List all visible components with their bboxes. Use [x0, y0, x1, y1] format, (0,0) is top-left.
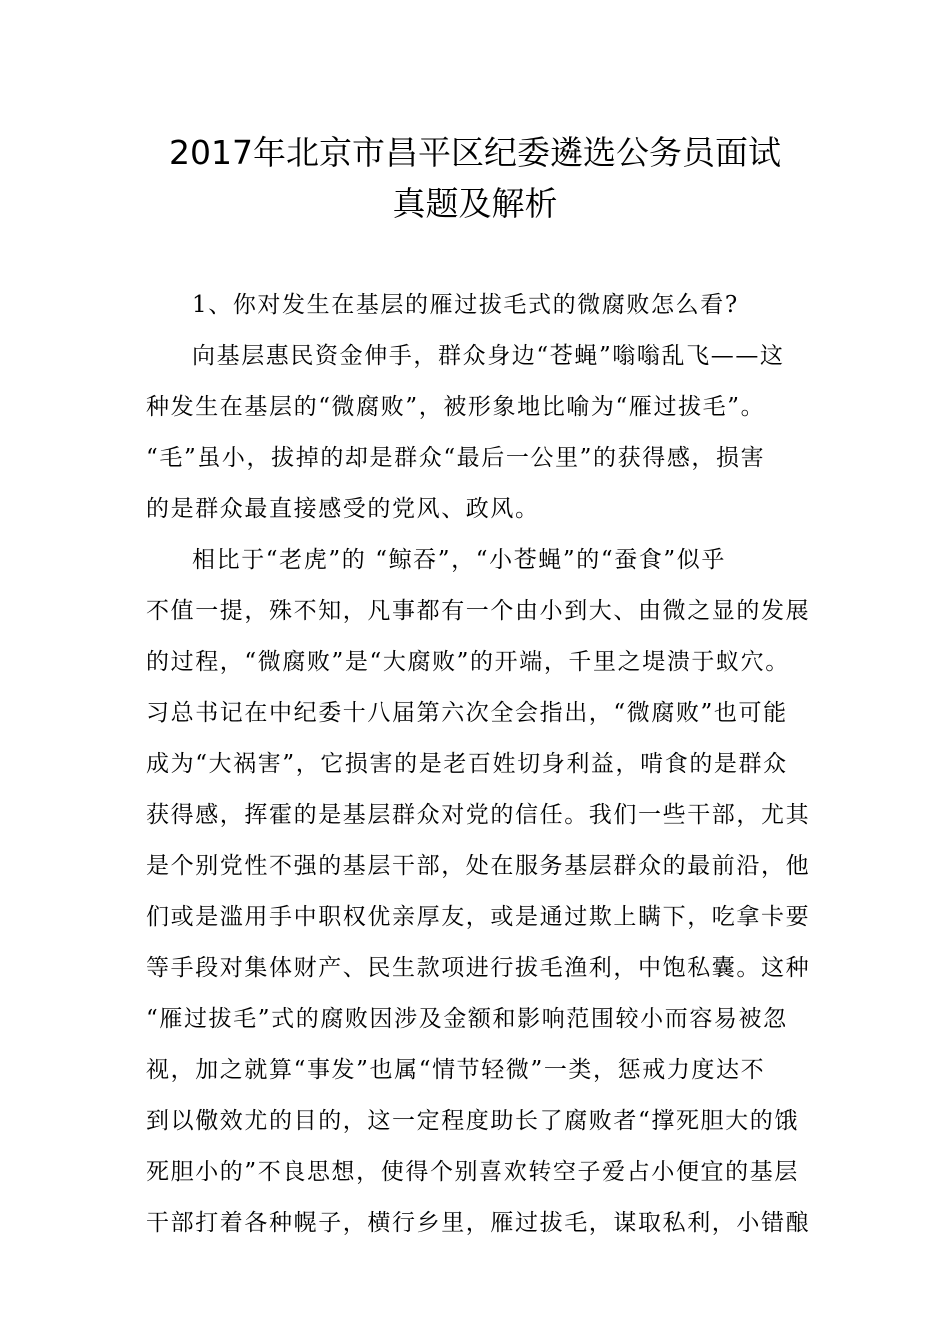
paragraph-line: 到以儆效尤的目的，这一定程度助长了腐败者“撑死胆大的饿 [146, 1108, 799, 1134]
paragraph-line: 是个别党性不强的基层干部，处在服务基层群众的最前沿，他 [146, 853, 811, 879]
paragraph-line: 的是群众最直接感受的党风、政风。 [146, 496, 540, 522]
paragraph-line: “毛”虽小，拔掉的却是群众“最后一公里”的获得感，损害 [146, 445, 766, 471]
paragraph-line: “雁过拔毛”式的腐败因涉及金额和影响范围较小而容易被忽 [146, 1006, 788, 1032]
paragraph-line: 成为“大祸害”，它损害的是老百姓切身利益，啃食的是群众 [146, 751, 788, 777]
paragraph-line: 向基层惠民资金伸手，群众身边“苍蝇”嗡嗡乱飞——这 [192, 343, 785, 369]
paragraph-line: 不值一提，殊不知，凡事都有一个由小到大、由微之显的发展 [146, 598, 811, 624]
document-title-line-2: 真题及解析 [392, 184, 558, 223]
paragraph-line: 死胆小的”不良思想，使得个别喜欢转空子爱占小便宜的基层 [146, 1159, 799, 1185]
paragraph-line: 习总书记在中纪委十八届第六次全会指出，“微腐败”也可能 [146, 700, 788, 726]
paragraph-line: 干部打着各种幌子，横行乡里，雁过拔毛，谋取私利，小错酿 [146, 1210, 811, 1236]
paragraph-line: 种发生在基层的“微腐败”，被形象地比喻为“雁过拔毛”。 [146, 394, 766, 420]
paragraph-line: 们或是滥用手中职权优亲厚友，或是通过欺上瞒下，吃拿卡要 [146, 904, 811, 930]
paragraph-line: 视，加之就算“事发”也属“情节轻微”一类，惩戒力度达不 [146, 1057, 766, 1083]
document-body [146, 280, 836, 1249]
question-line: 1、你对发生在基层的雁过拔毛式的微腐败怎么看? [192, 292, 739, 318]
paragraph-line: 的过程，“微腐败”是“大腐败”的开端，千里之堤溃于蚁穴。 [146, 649, 790, 675]
paragraph-line: 相比于“老虎”的 “鲸吞”，“小苍蝇”的“蚕食”似乎 [192, 547, 726, 573]
paragraph-line: 等手段对集体财产、民生款项进行拔毛渔利，中饱私囊。这种 [146, 955, 811, 981]
document-title-line-1: 2017年北京市昌平区纪委遴选公务员面试 [169, 133, 781, 172]
paragraph-line: 获得感，挥霍的是基层群众对党的信任。我们一些干部，尤其 [146, 802, 811, 828]
